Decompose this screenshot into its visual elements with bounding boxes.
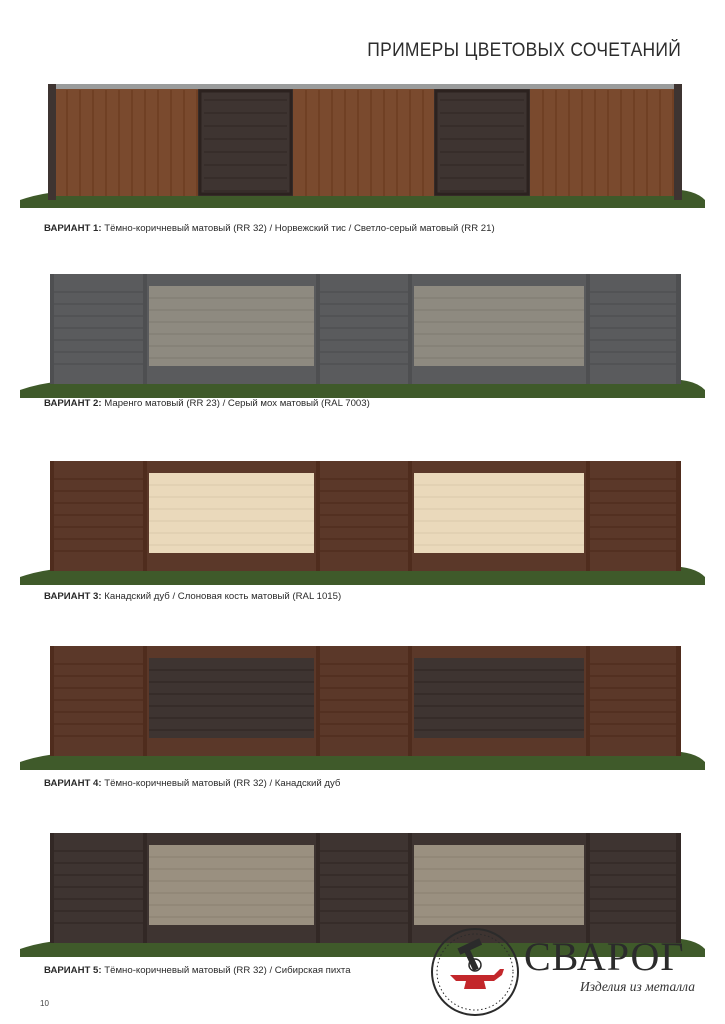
fence-panel xyxy=(293,89,434,196)
fence-post xyxy=(408,646,412,756)
fence-post xyxy=(50,274,54,384)
variant-description: Маренго матовый (RR 23) / Серый мох матовый (RAL 7003) xyxy=(104,398,370,409)
fence-panel xyxy=(54,280,143,378)
fence-post xyxy=(408,833,412,943)
fence-panel xyxy=(198,89,293,196)
top-cap-rail xyxy=(52,84,680,89)
fence-panel xyxy=(54,652,143,750)
fence-panel xyxy=(320,280,408,378)
variant-label: ВАРИАНТ 4: xyxy=(44,778,102,789)
fence-post xyxy=(143,461,147,571)
variant-caption xyxy=(44,223,495,234)
logo-wordmark: СВАРОГ xyxy=(524,934,685,979)
fence-post xyxy=(143,833,147,943)
fence-illustration-2 xyxy=(0,268,725,398)
fence-panel xyxy=(530,89,676,196)
variant-caption xyxy=(44,965,351,976)
variant-label: ВАРИАНТ 1: xyxy=(44,223,102,234)
fence-panel xyxy=(320,467,408,565)
fence-post xyxy=(408,274,412,384)
fence-post xyxy=(586,461,590,571)
fence-illustration-4 xyxy=(0,640,725,770)
fence-post xyxy=(676,646,681,756)
variant-description: Тёмно-коричневый матовый (RR 32) / Сибирская пихта xyxy=(104,965,351,976)
fence-post xyxy=(316,833,320,943)
fence-illustration-1 xyxy=(0,78,725,208)
fence-panel xyxy=(320,839,408,937)
fence-post xyxy=(676,274,681,384)
variant-1 xyxy=(0,78,725,239)
page-number: 10 xyxy=(40,999,49,1008)
fence-post xyxy=(676,461,681,571)
fence-illustration-3 xyxy=(0,455,725,585)
fence-panel xyxy=(54,839,143,937)
variant-label: ВАРИАНТ 3: xyxy=(44,591,102,602)
fence-post xyxy=(408,461,412,571)
fence-post xyxy=(586,646,590,756)
page-title: ПРИМЕРЫ ЦВЕТОВЫХ СОЧЕТАНИЙ xyxy=(367,40,681,61)
fence-panel xyxy=(590,652,678,750)
fence-panel xyxy=(434,89,530,196)
fence-panel xyxy=(590,467,678,565)
variant-label: ВАРИАНТ 2: xyxy=(44,398,102,409)
variant-2 xyxy=(0,268,725,414)
fence-post xyxy=(143,646,147,756)
variant-caption xyxy=(44,398,370,409)
anvil-hammer-emblem-icon xyxy=(428,925,522,1019)
fence-panel xyxy=(320,652,408,750)
logo-tagline: Изделия из металла xyxy=(580,979,695,994)
svarog-logo xyxy=(428,925,718,1020)
fence-post xyxy=(316,646,320,756)
variant-description: Тёмно-коричневый матовый (RR 32) / Норвежский тис / Светло-серый матовый (RR 21) xyxy=(104,223,495,234)
fence-post xyxy=(674,84,682,200)
fence-post xyxy=(586,274,590,384)
fence-post xyxy=(316,461,320,571)
variant-label: ВАРИАНТ 5: xyxy=(44,965,102,976)
variant-caption xyxy=(44,591,341,602)
fence-post xyxy=(48,84,56,200)
fence-post xyxy=(316,274,320,384)
fence-post xyxy=(50,833,54,943)
variant-4 xyxy=(0,640,725,794)
fence-post xyxy=(50,646,54,756)
fence-post xyxy=(50,461,54,571)
variant-description: Канадский дуб / Слоновая кость матовый (RAL 1015) xyxy=(104,591,342,602)
fence-panel xyxy=(590,280,678,378)
variant-3 xyxy=(0,455,725,607)
fence-post xyxy=(143,274,147,384)
fence-panel xyxy=(54,89,198,196)
fence-panel xyxy=(54,467,143,565)
variant-description: Тёмно-коричневый матовый (RR 32) / Канадский дуб xyxy=(104,778,341,789)
fence-panel xyxy=(590,839,678,937)
variant-caption xyxy=(44,778,340,789)
